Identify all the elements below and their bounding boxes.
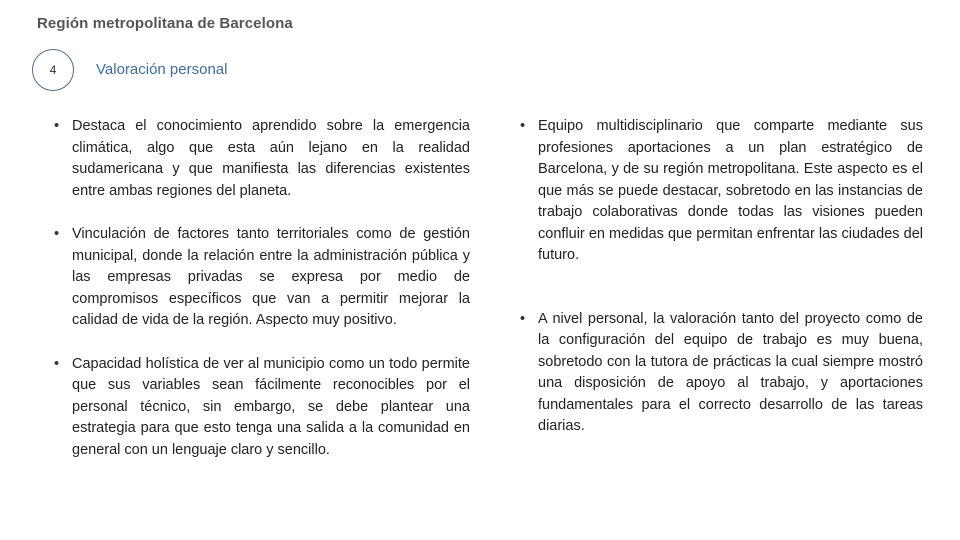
section-number-badge: [32, 49, 74, 91]
list-item: • Equipo multidisciplinario que comparte mediante sus profesiones aportaciones a un plan estratégico de Barcelona, y de su región metropolitana. Este aspecto es el que más se puede destacar, sobretodo en las instancias de trabajo colaborativas donde todas las visiones pueden confluir en medidas que permitan enfrentar las ciudades del futuro.: [520, 116, 923, 267]
list-item: • Destaca el conocimiento aprendido sobre la emergencia climática, algo que esta aún lejano en la realidad sudamericana y que manifiesta las diferencias existentes entre ambas regiones del planeta.: [54, 116, 470, 202]
page-header-title: Región metropolitana de Barcelona: [37, 15, 293, 32]
list-item: • Capacidad holística de ver al municipio como un todo permite que sus variables sean fácilmente reconocibles por el personal técnico, sin embargo, se debe plantear una estrategia para que esto tenga una salida a la comunidad en general con un lenguaje claro y sencillo.: [54, 354, 470, 462]
section-number: 4: [49, 63, 57, 77]
left-bullet-list: [54, 116, 470, 483]
right-bullet-list: [520, 116, 923, 480]
section-title: Valoración personal: [96, 61, 228, 78]
list-item: • Vinculación de factores tanto territoriales como de gestión municipal, donde la relación entre la administración pública y las empresas privadas se expresa por medio de compromisos específicos que van a permitir mejorar la calidad de vida de la región. Aspecto muy positivo.: [54, 224, 470, 332]
list-item: • A nivel personal, la valoración tanto del proyecto como de la configuración del equipo de trabajo es muy buena, sobretodo con la tutora de prácticas la cual siempre mostró una disposición de apoyo al trabajo, y aportaciones fundamentales para el correcto desarrollo de las tareas diarias.: [520, 309, 923, 438]
